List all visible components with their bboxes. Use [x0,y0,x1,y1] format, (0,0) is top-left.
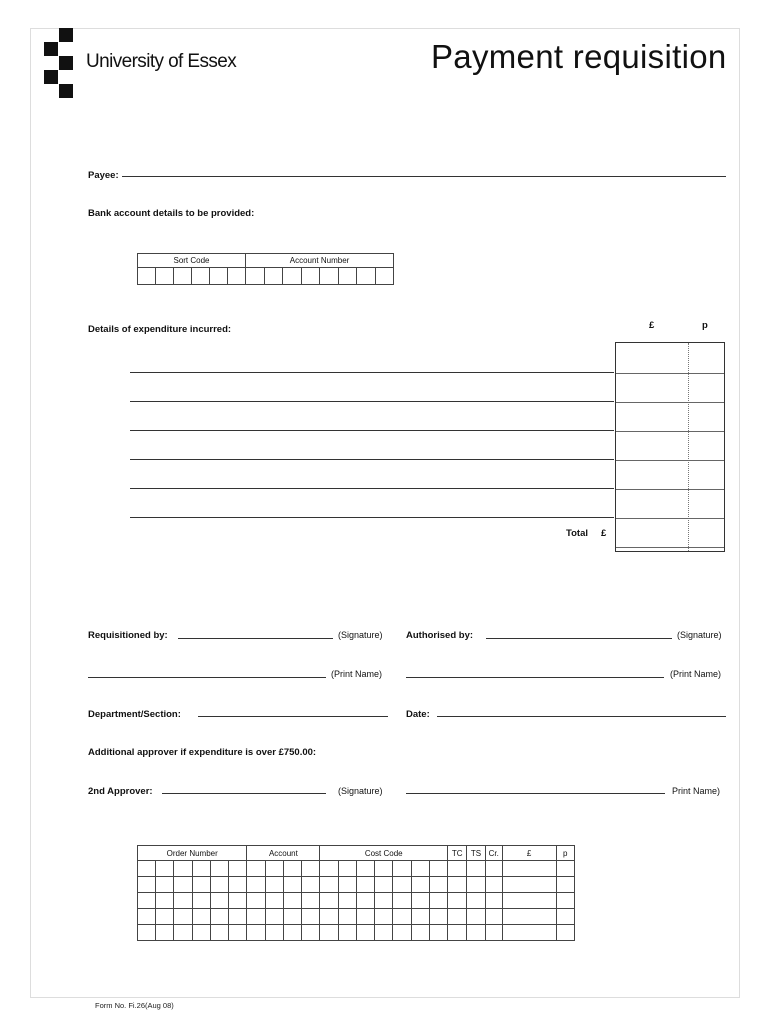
account-header: Account [247,846,320,861]
expenditure-line[interactable] [130,459,614,460]
total-currency: £ [601,528,607,539]
payee-label: Payee: [88,170,119,181]
authorised-by-label: Authorised by: [406,630,474,641]
sort-code-header: Sort Code [138,254,246,268]
requisitioned-print-name-field[interactable] [88,677,326,678]
expenditure-line[interactable] [130,372,614,373]
authorised-signature-field[interactable] [486,638,672,639]
payee-field[interactable] [122,176,726,177]
bank-details-label: Bank account details to be provided: [88,208,255,219]
second-approver-label: 2nd Approver: [88,786,153,797]
pence-header: p [702,320,708,331]
date-label: Date: [406,709,430,720]
expenditure-line[interactable] [130,430,614,431]
coding-row[interactable] [138,861,575,877]
department-field[interactable] [198,716,388,717]
requisitioned-by-label: Requisitioned by: [88,630,168,641]
expenditure-line[interactable] [130,401,614,402]
cr-header: Cr. [485,846,502,861]
requisitioned-signature-field[interactable] [178,638,333,639]
authorised-print-name-field[interactable] [406,677,664,678]
second-approver-signature-field[interactable] [162,793,326,794]
pence-header: p [556,846,574,861]
university-name: University of Essex [86,51,237,72]
additional-approver-note: Additional approver if expenditure is over £750.00: [88,747,317,758]
date-field[interactable] [437,716,726,717]
print-name-suffix: (Print Name) [670,669,722,679]
account-number-header: Account Number [246,254,394,268]
expenditure-line[interactable] [130,488,614,489]
order-number-header: Order Number [138,846,247,861]
coding-row[interactable] [138,877,575,893]
total-label: Total [566,528,588,539]
bank-digit-row[interactable] [138,268,394,285]
print-name-suffix: Print Name) [672,786,721,796]
coding-row[interactable] [138,909,575,925]
form-title: Payment requisition [431,38,727,75]
coding-row[interactable] [138,925,575,941]
signature-suffix: (Signature) [338,630,383,640]
tc-header: TC [448,846,467,861]
signature-suffix: (Signature) [677,630,722,640]
bank-details-table [137,253,394,285]
expenditure-label: Details of expenditure incurred: [88,324,232,335]
print-name-suffix: (Print Name) [331,669,383,679]
expenditure-line[interactable] [130,517,614,518]
pounds-header: £ [649,320,655,331]
accounts-coding-table [137,845,575,941]
cost-code-header: Cost Code [320,846,448,861]
form-number: Form No. Fi.26(Aug 08) [95,1001,174,1010]
coding-row[interactable] [138,893,575,909]
signature-suffix: (Signature) [338,786,383,796]
pounds-header: £ [502,846,556,861]
department-label: Department/Section: [88,709,181,720]
second-approver-print-name-field[interactable] [406,793,665,794]
amount-column-box[interactable] [615,342,725,552]
ts-header: TS [467,846,485,861]
